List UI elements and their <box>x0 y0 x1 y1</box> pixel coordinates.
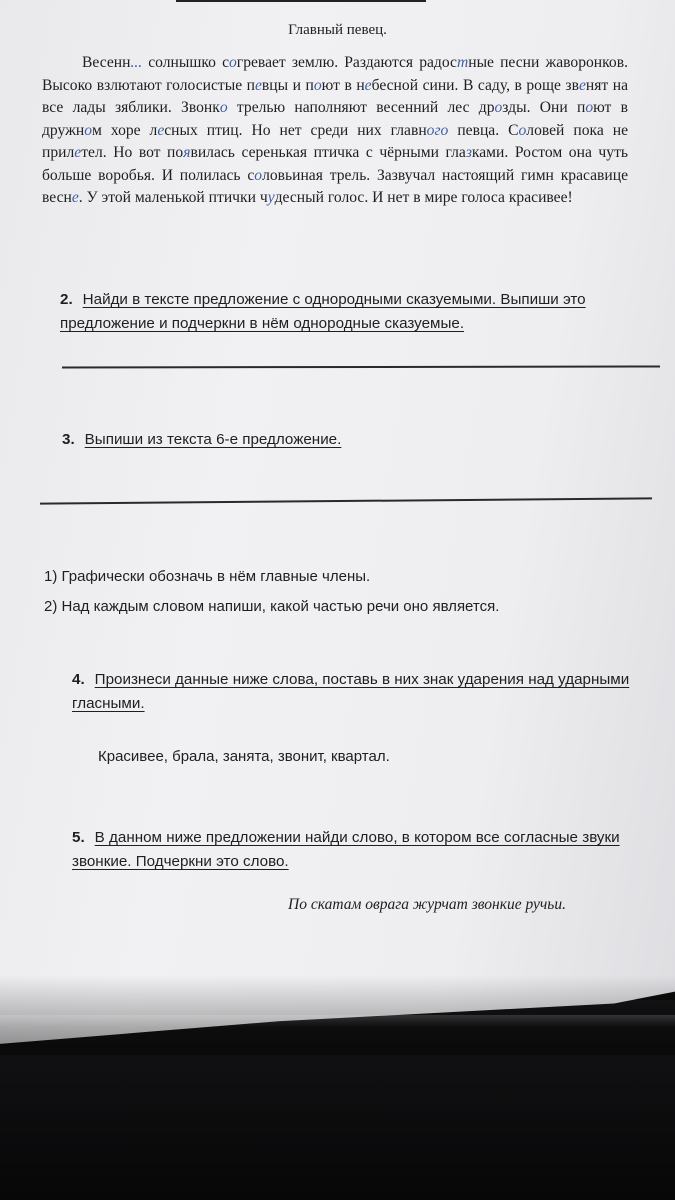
passage-text: . У этой маленькой птички ч <box>78 189 268 206</box>
handwritten-letter: я <box>183 144 191 161</box>
task-4 <box>72 668 667 716</box>
task-instruction: В данном ниже предложении найди слово, в котором все согласные звуки звонкие. Подчеркни это слово. <box>72 829 620 870</box>
task-3-subtask-2: 2) Над каждым словом напиши, какой частью речи оно является. <box>44 598 500 615</box>
handwritten-letter: е <box>157 121 165 139</box>
passage-text: м хоре л <box>92 121 158 139</box>
task-instruction: Произнеси данные ниже слова, поставь в них знак ударения над ударными гласными. <box>72 671 630 712</box>
task-instruction: Найди в тексте предложение с однородными сказуемыми. Выпиши это предложение и подчеркни в нём однородные сказуемые. <box>60 291 586 332</box>
task-3-subtask-1: 1) Графически обозначь в нём главные члены. <box>44 568 371 585</box>
handwritten-letter: з <box>465 144 472 161</box>
passage-text: трелью наполняют весенний лес др <box>227 99 495 116</box>
handwritten-letter: о <box>84 121 93 139</box>
passage-text: бесной сини. В саду, в роще зв <box>371 76 579 94</box>
paper-edge-highlight <box>0 1015 675 1027</box>
handwritten-letter: е <box>74 144 82 161</box>
passage-text: ловей пока не прил <box>42 121 628 161</box>
passage-text: гревает землю. Раздаются радос <box>236 54 457 71</box>
task-number: 2. <box>60 291 73 308</box>
passage-text: вцы и п <box>261 76 314 94</box>
passage-title: Главный певец. <box>288 22 387 38</box>
handwritten-letter: о <box>229 54 237 71</box>
passage-text: ками. Ростом она чуть больше воробья. И полилась с <box>42 144 628 184</box>
handwritten-letter: е <box>364 76 372 94</box>
handwritten-letter: о <box>219 99 228 116</box>
passage-text: нят на все лады зяблики. Звонк <box>42 76 628 116</box>
passage-text: солнышко с <box>142 54 229 71</box>
task-3 <box>62 428 622 452</box>
passage-text: зды. Они п <box>502 99 586 116</box>
passage-text: десный голос. И нет в мире голоса красивее! <box>274 189 573 206</box>
top-cut-line <box>176 0 426 2</box>
handwritten-letter: о <box>518 121 527 139</box>
task-number: 3. <box>62 431 75 448</box>
handwritten-letter: о <box>585 99 594 116</box>
handwritten-letter: е <box>255 76 262 94</box>
task-instruction: Выпиши из текста 6-е предложение. <box>84 431 342 448</box>
handwritten-letter: е <box>578 76 586 94</box>
handwritten-letter: е <box>71 189 79 206</box>
passage-text: сных птиц. Но нет среди них главн <box>164 121 427 139</box>
handwritten-letter: т <box>456 54 469 71</box>
word-list: Красивее, брала, занята, звонит, квартал. <box>98 748 390 765</box>
passage-text: ют в н <box>321 76 365 94</box>
handwritten-letter: о <box>254 166 263 184</box>
handwritten-letter: о <box>494 99 503 116</box>
task-number: 5. <box>72 829 85 846</box>
handwritten-letter: у <box>267 189 275 206</box>
task-5 <box>72 826 667 874</box>
task-number: 4. <box>72 671 85 688</box>
handwritten-letter: о <box>313 76 322 94</box>
handwritten-letter: ого <box>426 121 449 139</box>
passage-text: ют в дружн <box>42 99 628 139</box>
passage-text: вилась серенькая птичка с чёрными гла <box>190 144 466 161</box>
task-2 <box>60 288 640 336</box>
passage-text: тел. Но вот по <box>81 144 184 161</box>
example-sentence: По скатам оврага журчат звонкие ручьи. <box>288 896 566 913</box>
passage-text: ловьиная трель. Зазвучал настоящий гимн красавице весн <box>42 166 629 206</box>
passage-text: ные песни жаворонков. Высоко взлютают голосистые п <box>42 54 628 94</box>
dictation-passage <box>42 52 628 210</box>
passage-text: Весенн <box>82 54 131 71</box>
handwritten-letter: ... <box>130 54 143 71</box>
passage-text: певца. С <box>448 121 519 139</box>
